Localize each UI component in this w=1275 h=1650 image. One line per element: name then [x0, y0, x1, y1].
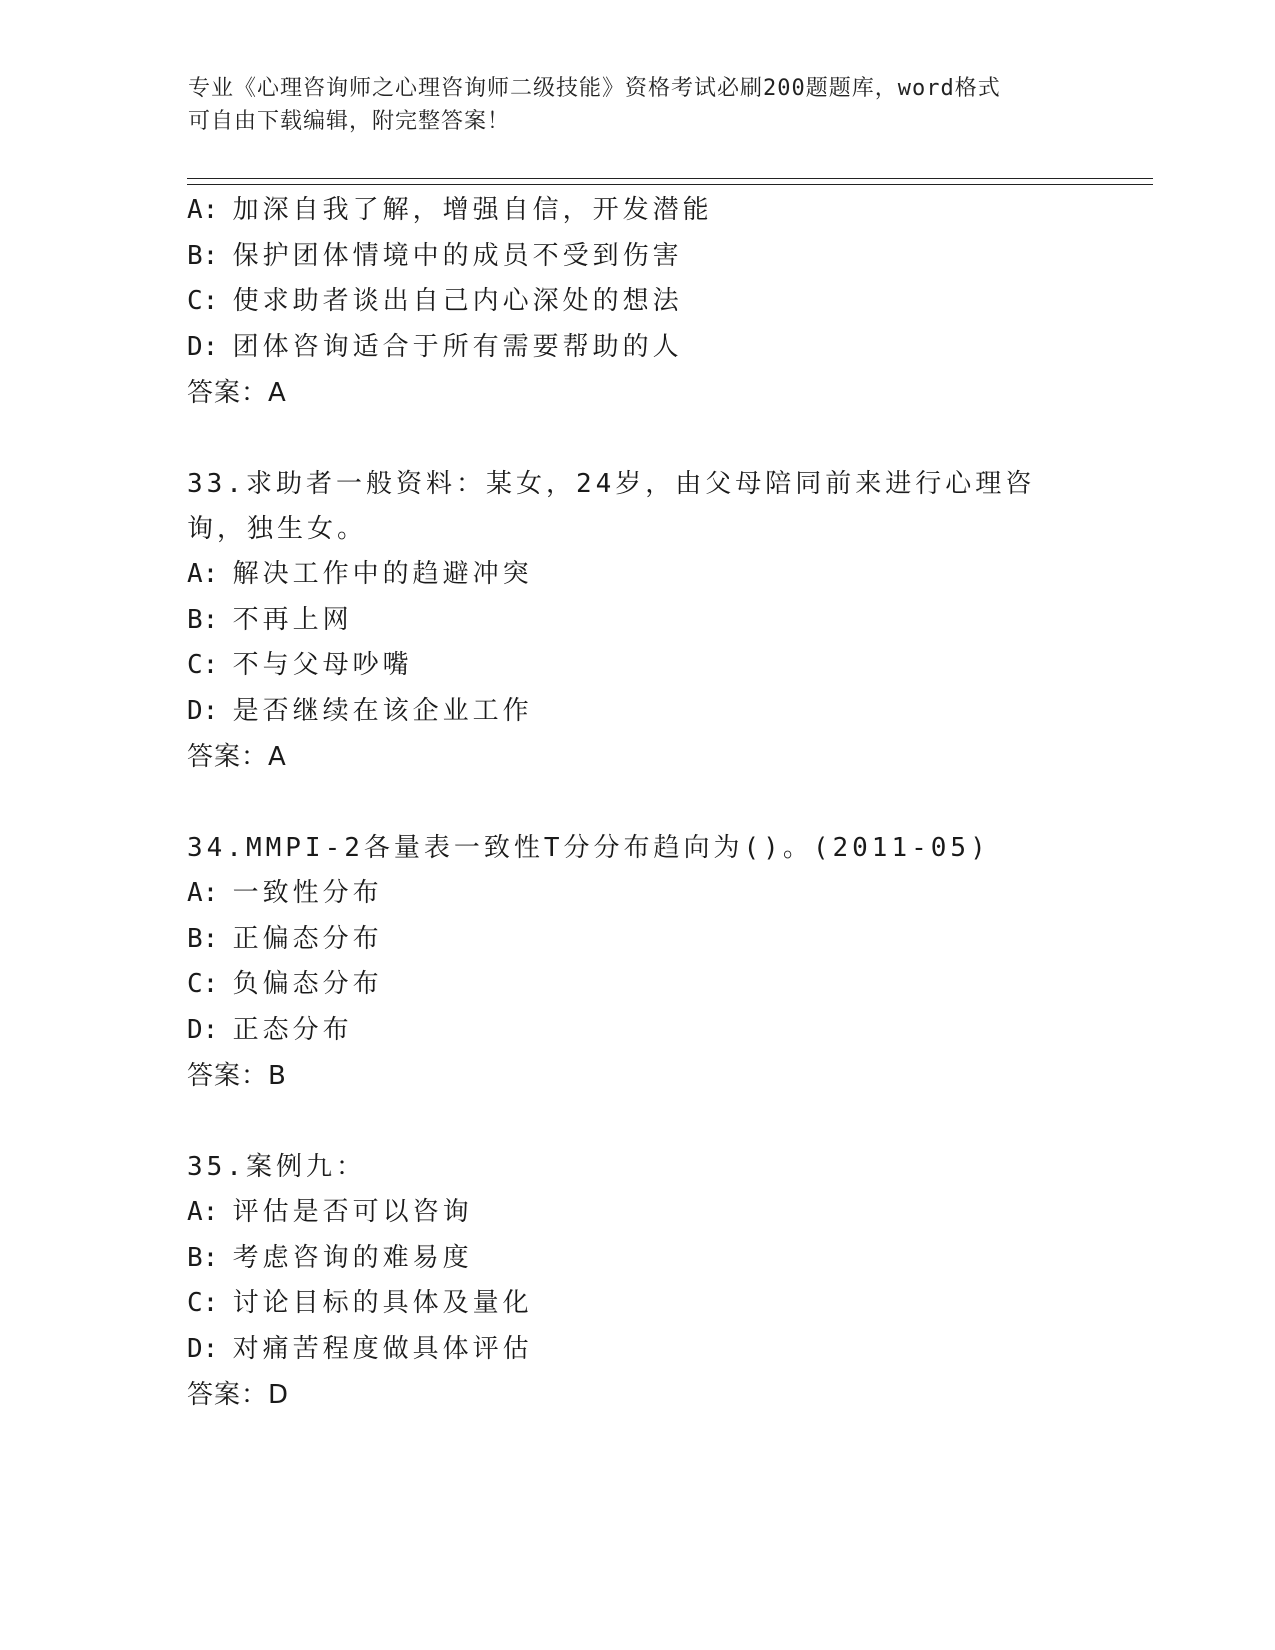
option-a [187, 871, 1107, 917]
option-separator: : [202, 923, 219, 954]
option-letter: D [187, 695, 203, 726]
option-separator: : [202, 1197, 219, 1227]
option-separator: : [202, 878, 219, 908]
option-text: 解决工作中的趋避冲突 [232, 559, 533, 589]
option-separator: : [202, 1242, 219, 1273]
option-d [187, 1327, 1107, 1373]
option-letter: C [187, 286, 203, 316]
option-b [187, 234, 1107, 280]
option-text: 团体咨询适合于所有需要帮助的人 [232, 331, 683, 362]
option-c [187, 643, 1107, 689]
question-list [187, 188, 1107, 1418]
option-text: 讨论目标的具体及量化 [232, 1288, 533, 1318]
question-32-continued [187, 188, 1107, 416]
question-33 [187, 462, 1107, 780]
option-text: 评估是否可以咨询 [232, 1197, 473, 1227]
option-separator: : [202, 559, 219, 589]
question-35 [187, 1145, 1107, 1418]
option-text: 是否继续在该企业工作 [232, 695, 533, 726]
option-letter: C [187, 650, 203, 680]
question-34 [187, 826, 1107, 1099]
option-separator: : [202, 331, 219, 362]
option-letter: A [187, 559, 203, 589]
option-letter: A [187, 1197, 203, 1227]
option-text: 不再上网 [232, 604, 353, 635]
option-letter: D [187, 331, 203, 362]
option-separator: : [202, 969, 219, 999]
question-stem: 34.MMPI-2各量表一致性T分分布趋向为()。(2011-05) [187, 833, 990, 863]
option-separator: : [202, 695, 219, 726]
option-separator: : [202, 1014, 219, 1045]
option-separator: : [202, 1288, 219, 1318]
option-d [187, 689, 1107, 735]
option-separator: : [202, 240, 219, 271]
option-text: 考虑咨询的难易度 [232, 1242, 473, 1273]
header-line-1: 专业《心理咨询师之心理咨询师二级技能》资格考试必刷200题题库，word格式 [188, 76, 1001, 101]
option-letter: B [187, 1242, 203, 1273]
option-d [187, 325, 1107, 371]
option-letter: C [187, 969, 203, 999]
question-stem: 35.案例九： [187, 1152, 366, 1182]
header-rule-bottom [187, 184, 1153, 185]
option-c [187, 962, 1107, 1008]
option-letter: B [187, 240, 203, 271]
option-c [187, 1281, 1107, 1327]
option-text: 加深自我了解，增强自信，开发潜能 [232, 195, 713, 225]
option-text: 对痛苦程度做具体评估 [232, 1333, 533, 1364]
option-letter: A [187, 195, 203, 225]
option-a [187, 1190, 1107, 1236]
option-c [187, 279, 1107, 325]
option-b [187, 598, 1107, 644]
option-text: 保护团体情境中的成员不受到伤害 [232, 240, 683, 271]
document-header [188, 72, 1068, 138]
option-text: 不与父母吵嘴 [232, 650, 413, 680]
option-separator: : [202, 1333, 219, 1364]
answer-line: 答案：D [187, 1380, 290, 1410]
option-b [187, 1236, 1107, 1282]
answer-line: 答案：B [187, 1061, 287, 1091]
option-d [187, 1008, 1107, 1054]
option-letter: D [187, 1333, 203, 1364]
option-separator: : [202, 286, 219, 316]
option-letter: A [187, 878, 203, 908]
option-letter: D [187, 1014, 203, 1045]
option-letter: C [187, 1288, 203, 1318]
answer-line: 答案：A [187, 378, 287, 408]
option-letter: B [187, 604, 203, 635]
option-letter: B [187, 923, 203, 954]
option-b [187, 917, 1107, 963]
option-text: 正态分布 [232, 1014, 353, 1045]
option-a [187, 188, 1107, 234]
option-text: 正偏态分布 [232, 923, 383, 954]
option-a [187, 552, 1107, 598]
header-rule-top [187, 178, 1153, 179]
header-line-2: 可自由下载编辑，附完整答案！ [188, 109, 511, 134]
option-text: 负偏态分布 [232, 969, 383, 999]
question-stem: 33.求助者一般资料：某女，24岁，由父母陪同前来进行心理咨询，独生女。 [187, 469, 1036, 544]
option-separator: : [202, 195, 219, 225]
answer-line: 答案：A [187, 742, 287, 772]
option-separator: : [202, 604, 219, 635]
option-separator: : [202, 650, 219, 680]
option-text: 使求助者谈出自己内心深处的想法 [232, 286, 683, 316]
option-text: 一致性分布 [232, 878, 383, 908]
